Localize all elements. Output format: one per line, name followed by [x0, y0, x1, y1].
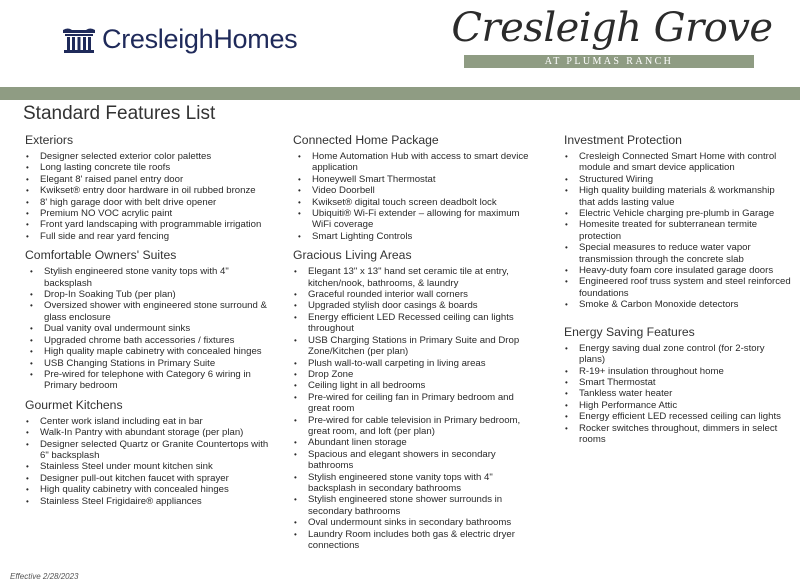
- section-exteriors: [25, 133, 275, 242]
- feature-item: • Stylish engineered stone vanity tops with 4" backsplash in secondary bathrooms: [293, 472, 538, 495]
- feature-item: • Pre-wired for ceiling fan in Primary bedroom and great room: [293, 392, 538, 415]
- feature-item: • Elegant 13" x 13" hand set ceramic tile at entry, kitchen/nook, bathrooms, & laundry: [293, 266, 538, 289]
- feature-item: • Pre-wired for cable television in Primary bedroom, great room, and loft (per plan): [293, 415, 538, 438]
- feature-list: [293, 266, 538, 551]
- feature-item: • Homesite treated for subterranean termite protection: [564, 219, 792, 242]
- feature-item: • Abundant linen storage: [293, 437, 538, 448]
- cresleigh-homes-logo: [62, 24, 297, 55]
- feature-item: • Stylish engineered stone vanity tops with 4" backsplash: [29, 266, 275, 289]
- brand-name: CresleighHomes: [102, 24, 298, 54]
- feature-item: • Smart Lighting Controls: [297, 231, 538, 242]
- feature-item: • Long lasting concrete tile roofs: [25, 162, 275, 173]
- feature-item: • Upgraded chrome bath accessories / fixtures: [29, 335, 275, 346]
- feature-item: • Laundry Room includes both gas & electric dryer connections: [293, 529, 538, 552]
- section-title: Energy Saving Features: [564, 324, 695, 339]
- feature-item: • Structured Wiring: [564, 174, 792, 185]
- feature-item: • Smart Thermostat: [564, 377, 792, 388]
- feature-item: • High quality cabinetry with concealed hinges: [25, 484, 275, 495]
- section-title: Exteriors: [25, 133, 74, 147]
- feature-item: • Energy saving dual zone control (for 2-story plans): [564, 343, 792, 366]
- grove-subtitle: AT PLUMAS RANCH: [544, 56, 674, 67]
- feature-item: • High quality maple cabinetry with concealed hinges: [29, 346, 275, 357]
- feature-item: • Plush wall-to-wall carpeting in living areas: [293, 358, 538, 369]
- feature-item: • Designer pull-out kitchen faucet with sprayer: [25, 473, 275, 484]
- column-middle: [293, 133, 538, 557]
- feature-list: [25, 151, 275, 242]
- feature-item: • Video Doorbell: [297, 185, 538, 196]
- feature-item: • USB Charging Stations in Primary Suite and Drop Zone/Kitchen (per plan): [293, 335, 538, 358]
- feature-item: • Drop Zone: [293, 369, 538, 380]
- section-title: Gracious Living Areas: [293, 248, 412, 263]
- section-title: Investment Protection: [564, 133, 682, 147]
- feature-item: • Designer selected exterior color palettes: [25, 151, 275, 162]
- section-gourmet-kitchens: [25, 398, 275, 507]
- feature-item: • Oversized shower with engineered stone surround & glass enclosure: [29, 300, 275, 323]
- feature-item: • Tankless water heater: [564, 388, 792, 399]
- pillar-logo-icon: [62, 27, 96, 53]
- feature-item: • Electric Vehicle charging pre-plumb in Garage: [564, 208, 792, 219]
- feature-item: • Kwikset® entry door hardware in oil rubbed bronze: [25, 185, 275, 196]
- feature-list: [25, 416, 275, 507]
- feature-item: • Designer selected Quartz or Granite Countertops with 6" backsplash: [25, 439, 275, 462]
- feature-item: • Energy efficient LED Recessed ceiling can lights throughout: [293, 312, 538, 335]
- section-owners-suites: [25, 248, 275, 391]
- feature-item: • 8' high garage door with belt drive opener: [25, 197, 275, 208]
- feature-item: • Stylish engineered stone shower surrounds in secondary bathrooms: [293, 494, 538, 517]
- feature-item: • Center work island including eat in bar: [25, 416, 275, 427]
- feature-item: • Ceiling light in all bedrooms: [293, 380, 538, 391]
- feature-item: • Rocker switches throughout, dimmers in select rooms: [564, 423, 792, 446]
- feature-item: • Walk-In Pantry with abundant storage (per plan): [25, 427, 275, 438]
- feature-item: • Kwikset® digital touch screen deadbolt lock: [297, 197, 538, 208]
- grove-title: Cresleigh Grove: [451, 5, 773, 51]
- feature-item: • Special measures to reduce water vapor transmission through the concrete slab: [564, 242, 792, 265]
- column-right: [564, 133, 792, 451]
- feature-item: • Elegant 8' raised panel entry door: [25, 174, 275, 185]
- feature-item: • Spacious and elegant showers in secondary bathrooms: [293, 449, 538, 472]
- feature-item: • Stainless Steel under mount kitchen sink: [25, 461, 275, 472]
- feature-item: • Engineered roof truss system and steel reinforced foundations: [564, 276, 792, 299]
- feature-item: • Honeywell Smart Thermostat: [297, 174, 538, 185]
- feature-item: • Upgraded stylish door casings & boards: [293, 300, 538, 311]
- section-energy-saving: [564, 325, 792, 446]
- feature-list: [564, 151, 792, 311]
- feature-item: • Front yard landscaping with programmable irrigation: [25, 219, 275, 230]
- section-connected-home: [293, 133, 538, 242]
- feature-item: • USB Changing Stations in Primary Suite: [29, 358, 275, 369]
- feature-item: • Oval undermount sinks in secondary bathrooms: [293, 517, 538, 528]
- feature-item: • Ubiquiti® Wi-Fi extender – allowing for maximum WiFi coverage: [297, 208, 538, 231]
- feature-item: • Premium NO VOC acrylic paint: [25, 208, 275, 219]
- effective-date: Effective 2/28/2023: [10, 572, 79, 581]
- feature-item: • Dual vanity oval undermount sinks: [29, 323, 275, 334]
- feature-list: [564, 343, 792, 446]
- feature-item: • Smoke & Carbon Monoxide detectors: [564, 299, 792, 310]
- feature-item: • Home Automation Hub with access to smart device application: [297, 151, 538, 174]
- feature-item: • High Performance Attic: [564, 400, 792, 411]
- feature-item: • Full side and rear yard fencing: [25, 231, 275, 242]
- feature-list: [29, 266, 275, 391]
- feature-item: • Energy efficient LED recessed ceiling can lights: [564, 411, 792, 422]
- feature-item: • Pre-wired for telephone with Category 6 wiring in Primary bedroom: [29, 369, 275, 392]
- feature-item: • R-19+ insulation throughout home: [564, 366, 792, 377]
- cresleigh-grove-logo: [448, 4, 776, 70]
- header-divider-stripe: [0, 87, 800, 100]
- page-title: Standard Features List: [23, 103, 216, 124]
- section-investment-protection: [564, 133, 792, 311]
- feature-list: [297, 151, 538, 242]
- feature-item: • Cresleigh Connected Smart Home with control module and smart device application: [564, 151, 792, 174]
- feature-item: • Heavy-duty foam core insulated garage doors: [564, 265, 792, 276]
- section-title: Connected Home Package: [293, 133, 439, 147]
- feature-item: • Graceful rounded interior wall corners: [293, 289, 538, 300]
- column-left: [25, 133, 275, 513]
- feature-item: • Drop-In Soaking Tub (per plan): [29, 289, 275, 300]
- feature-item: • Stainless Steel Frigidaire® appliances: [25, 496, 275, 507]
- section-title: Gourmet Kitchens: [25, 397, 123, 412]
- section-gracious-living: [293, 248, 538, 551]
- section-title: Comfortable Owners' Suites: [25, 248, 177, 263]
- feature-item: • High quality building materials & workmanship that adds lasting value: [564, 185, 792, 208]
